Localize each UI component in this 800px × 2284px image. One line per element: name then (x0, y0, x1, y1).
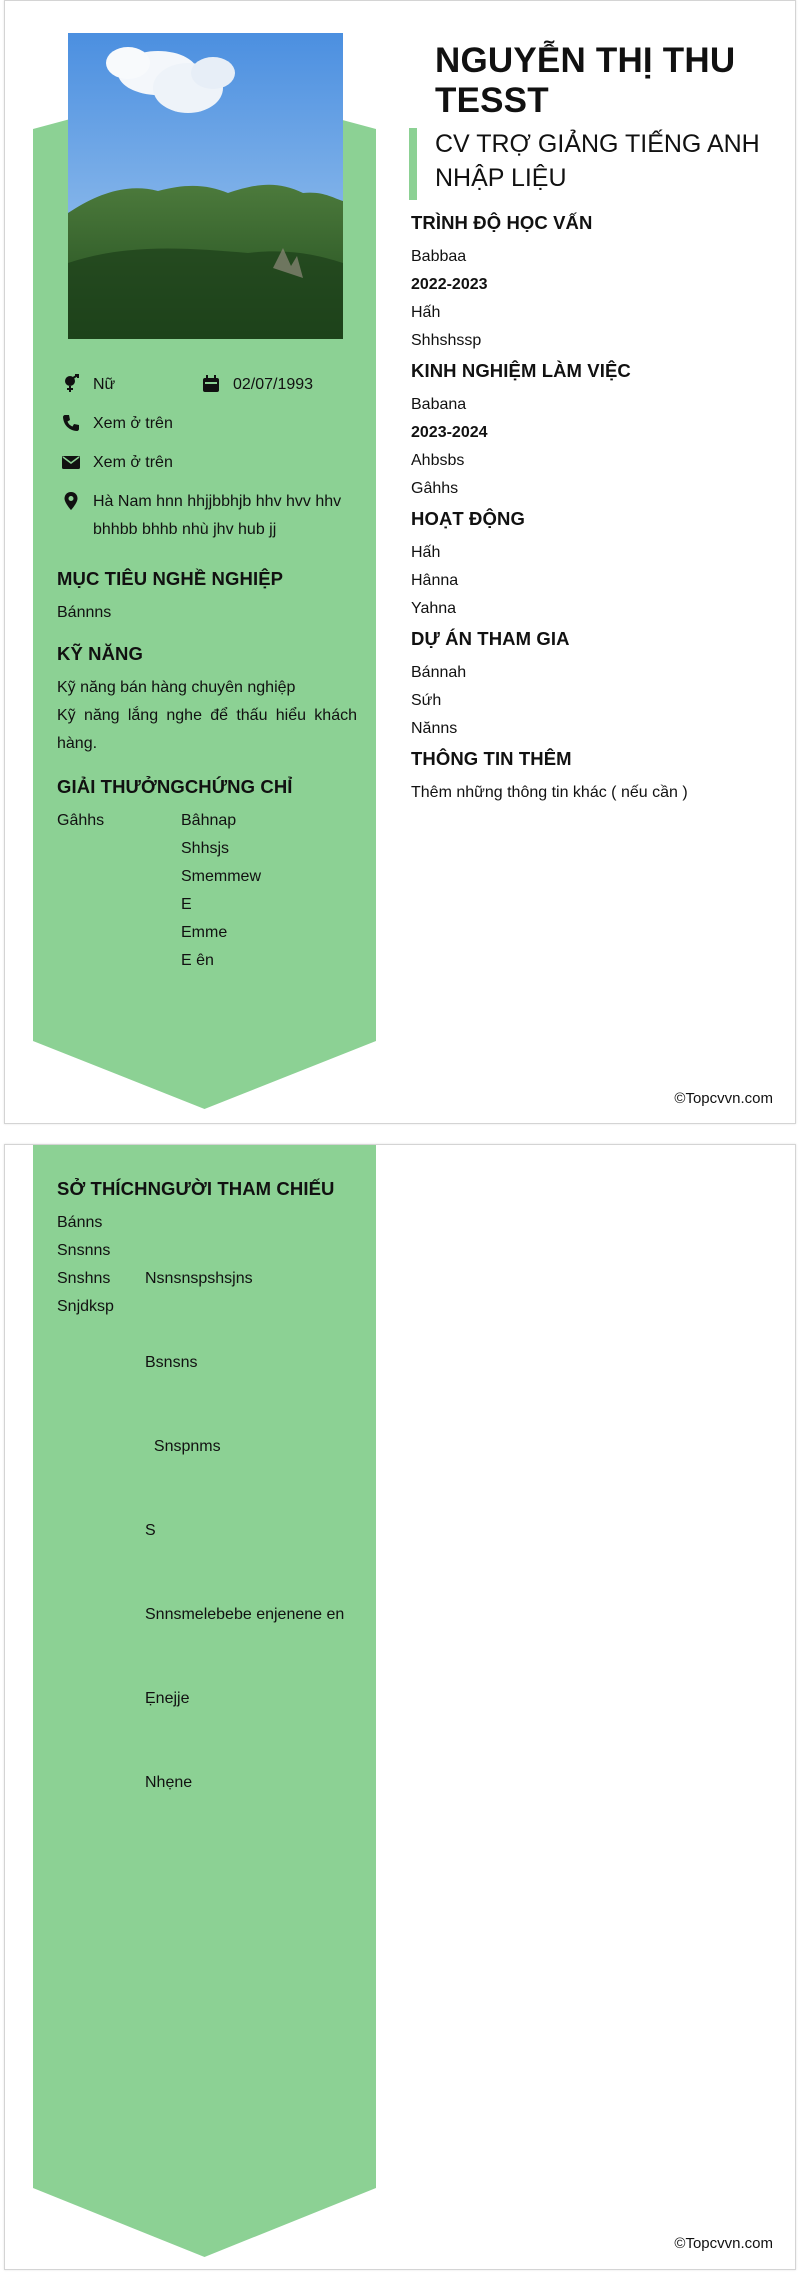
reference-item: Bsnsns (145, 1354, 198, 1371)
phone-value: Xem ở trên (93, 415, 173, 432)
references-title: NGƯỜI THAM CHIẾU (147, 1178, 335, 1199)
project-item: Bánnah (411, 664, 467, 681)
email-row (61, 449, 173, 477)
certificate-item: Shhsjs (181, 840, 230, 857)
reference-item: Ẹnejje (145, 1690, 190, 1707)
hobby-item: Bánns (57, 1214, 103, 1231)
hobbies-list (57, 1209, 114, 1321)
experience-block (411, 391, 488, 503)
phone-row (61, 410, 173, 438)
gender-icon (61, 374, 81, 394)
certificate-item: E (181, 896, 192, 913)
email-value: Xem ở trên (93, 454, 173, 471)
footer-brand: ©Topcvvn.com (674, 1090, 773, 1107)
awards-title: GIẢI THƯỞNG (57, 776, 185, 797)
experience-detail: Gâhhs (411, 480, 459, 497)
hobby-item: Snshns (57, 1270, 111, 1287)
reference-item: Nsnsnspshsjns (145, 1270, 253, 1287)
activities-title: HOẠT ĐỘNG (411, 508, 525, 529)
certificate-item: Bâhnap (181, 812, 237, 829)
reference-item: Nhẹne (145, 1774, 193, 1791)
objective-title: MỤC TIÊU NGHỀ NGHIỆP (57, 568, 284, 589)
reference-item: Snnsmelebebe enjenene en (145, 1606, 345, 1623)
references-list (145, 1209, 360, 1853)
certificates-title: CHỨNG CHỈ (184, 776, 293, 797)
hobby-item: Snjdksp (57, 1298, 114, 1315)
profile-photo (68, 33, 343, 339)
location-pin-icon (61, 491, 81, 511)
education-title: TRÌNH ĐỘ HỌC VẤN (411, 212, 593, 233)
certificates-list (181, 807, 261, 975)
education-period: 2022-2023 (411, 276, 488, 293)
candidate-name: NGUYỄN THỊ THU TESST (435, 41, 736, 120)
skill-item: Kỹ năng bán hàng chuyên nghiệp (57, 679, 296, 696)
activity-item: Hấh (411, 544, 441, 561)
experience-role: Ahbsbs (411, 452, 465, 469)
education-school: Babbaa (411, 248, 467, 265)
certificate-item: E ên (181, 952, 214, 969)
address-value: Hà Nam hnn hhjjbbhjb hhv hvv hhv bhhbb bhhb nhù jhv hub jj (93, 493, 342, 538)
award-item: Gâhhs (57, 812, 105, 829)
education-detail: Shhshssp (411, 332, 482, 349)
position-title: CV TRỢ GIẢNG TIẾNG ANH NHẬP LIỆU (435, 130, 760, 192)
more-info-text: Thêm những thông tin khác ( nếu cần ) (411, 784, 688, 801)
hobbies-references-title (57, 1178, 334, 1200)
gender-row (61, 371, 115, 399)
activities-list (411, 539, 458, 623)
gender-value: Nữ (93, 376, 116, 393)
calendar-icon (201, 374, 221, 394)
certificate-item: Emme (181, 924, 228, 941)
cv-page-1 (4, 0, 796, 1124)
projects-list (411, 659, 466, 743)
activity-item: Hânna (411, 572, 459, 589)
hobby-item: Snsnns (57, 1242, 111, 1259)
certificate-item: Smemmew (181, 868, 262, 885)
birthday-value: 02/07/1993 (233, 376, 314, 393)
projects-title: DỰ ÁN THAM GIA (411, 628, 570, 649)
education-block (411, 243, 488, 355)
experience-period: 2023-2024 (411, 424, 488, 441)
envelope-icon (61, 452, 81, 472)
activity-item: Yahna (411, 600, 457, 617)
phone-icon (61, 413, 81, 433)
hobbies-title: SỞ THÍCH (57, 1178, 148, 1199)
experience-company: Babana (411, 396, 467, 413)
skills-list (57, 674, 357, 758)
awards-certificates-title (57, 776, 293, 798)
more-info-title: THÔNG TIN THÊM (411, 748, 572, 769)
address-row (61, 488, 357, 544)
reference-item: S (145, 1522, 156, 1539)
skill-item: Kỹ năng lắng nghe để thấu hiểu khách hàng. (57, 707, 357, 752)
project-item: Nănns (411, 720, 458, 737)
experience-title: KINH NGHIỆM LÀM VIỆC (411, 360, 631, 381)
reference-item: Snspnms (145, 1438, 221, 1455)
footer-brand: ©Topcvvn.com (674, 2235, 773, 2252)
project-item: Sứh (411, 692, 442, 709)
skills-title: KỸ NĂNG (57, 643, 144, 664)
title-accent-bar (409, 128, 417, 200)
education-major: Hấh (411, 304, 441, 321)
cv-page-2 (4, 1144, 796, 2270)
objective-text: Bánnns (57, 604, 112, 621)
awards-list (57, 807, 104, 835)
birthday-row (201, 371, 313, 399)
